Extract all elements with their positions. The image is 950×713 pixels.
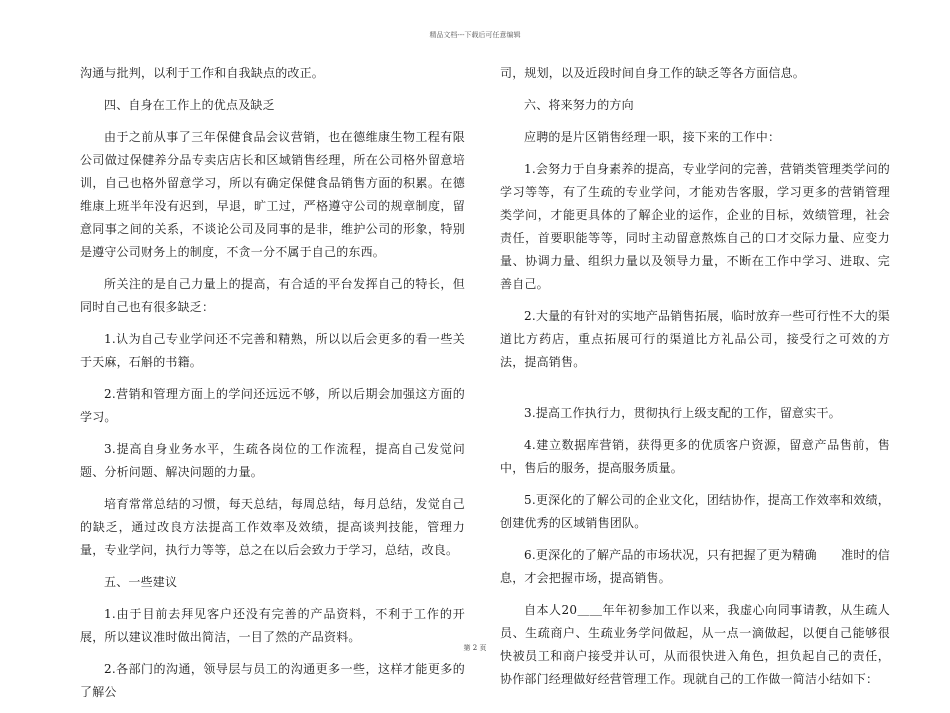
section-heading: 五、一些建议 (104, 575, 178, 589)
list-item: 1.认为自己专业学问还不完善和精熟，所以以后会更多的看一些关于天麻，石斛的书籍。 (80, 332, 465, 369)
list-item: 6.更深化的了解产品的市场状况，只有把握了更为精确 准时的信息，才会把握市场，提高销售。 (500, 548, 890, 585)
paragraph: 沟通与批判，以利于工作和自我缺点的改正。 (80, 66, 325, 80)
paragraph: 由于之前从事了三年保健食品会议营销，也在德维康生物工程有限公司做过保健养分品专卖店店长和区域销售经理，所在公司格外留意培训，自己也格外留意学习，所以有确定保健食品销售方面的积累。在德维康上班半年没有迟到，早退，旷工过，严格遵守公司的规章制度，留意同事之间的关系，不谈论公司及同事的是非，维护公司的形象，特别是遵守公司财务上的制度，不贪一分不属于自己的东西。 (80, 130, 465, 259)
list-item: 2.各部门的沟通，领导层与员工的沟通更多一些，这样才能更多的了解公 (80, 662, 465, 699)
list-item: 1.会努力于自身素养的提高，专业学问的完善，营销类管理类学问的学习等等，有了生疏的专业学问，才能劝告客服，学习更多的营销管理类学问，才能更具体的了解企业的运作，企业的目标，效绩管理，社会责任，首要职能等等，同时主动留意熬炼自己的口才交际力量、应变力量、协调力量、组织力量以及领导力量，不断在工作中学习、进取、完善自己。 (500, 162, 890, 291)
paragraph: 所关注的是自己力量上的提高，有合适的平台发挥自己的特长，但同时自己也有很多缺乏： (80, 277, 465, 314)
paragraph: 应聘的是片区销售经理一职，接下来的工作中： (524, 130, 781, 144)
paragraph: 自本人20＿＿年年初参加工作以来，我虚心向同事请教，从生疏人员、生疏商户、生疏业务学问做起，从一点一滴做起，以便自己能够很快被员工和商户接受并认可，从而很快进入角色，担负起自己的责任，协作部门经理做好经营管理工作。现就自己的工作做一简洁小结如下： (500, 603, 890, 686)
page-header: 精品文档---下载后可任意编辑 (429, 31, 521, 39)
left-column (80, 62, 465, 713)
list-item: 2.大量的有针对的实地产品销售拓展，临时放弃一些可行性不大的渠道比方药店，重点拓展可行的渠道比方礼品公司，接受行之可效的方法，提高销售。 (500, 309, 890, 369)
right-column (500, 62, 890, 700)
list-item: 1.由于目前去拜见客户还没有完善的产品资料，不利于工作的开展，所以建议准时做出简洁，一目了然的产品资料。 (80, 607, 465, 644)
section-heading: 四、自身在工作上的优点及缺乏 (104, 98, 275, 112)
page-number: 第 2 页 (463, 644, 487, 652)
list-item: 3.提高自身业务水平，生疏各岗位的工作流程，提高自己发觉问题、分析问题、解决问题的力量。 (80, 442, 465, 479)
paragraph: 司，规划，以及近段时间自身工作的缺乏等各方面信息。 (500, 66, 806, 80)
section-heading: 六、将来努力的方向 (524, 98, 634, 112)
paragraph: 培育常常总结的习惯，每天总结，每周总结，每月总结，发觉自己的缺乏，通过改良方法提高工作效率及效绩，提高谈判技能，管理力量，专业学问，执行力等等，总之在以后会致力于学习，总结，改良。 (80, 497, 465, 557)
list-item: 3.提高工作执行力，贯彻执行上级支配的工作，留意实干。 (524, 406, 841, 420)
list-item: 2.营销和管理方面上的学问还远远不够，所以后期会加强这方面的学习。 (80, 387, 465, 424)
list-item: 4.建立数据库营销，获得更多的优质客户资源，留意产品售前，售中，售后的服务，提高服务质量。 (500, 438, 890, 475)
list-item: 5.更深化的了解公司的企业文化，团结协作，提高工作效率和效绩，创建优秀的区域销售团队。 (500, 493, 890, 530)
